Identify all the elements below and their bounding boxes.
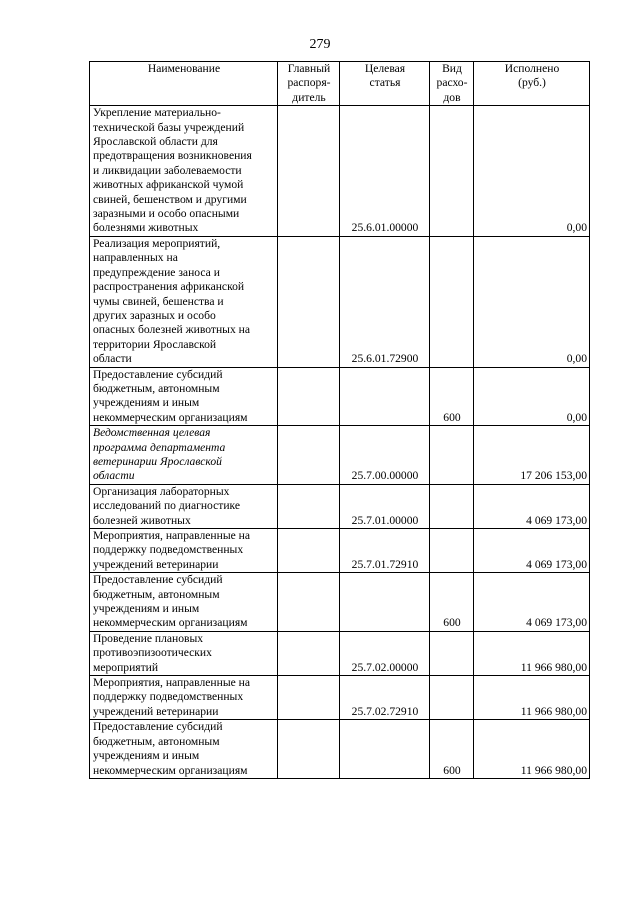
row-expense-type (430, 676, 474, 720)
table-row (90, 236, 590, 367)
row-name (90, 484, 278, 528)
row-name-line: и ликвидации заболеваемости (93, 163, 242, 177)
row-amount: 11 966 980,00 (474, 631, 590, 675)
row-administrator (278, 236, 340, 367)
row-target-article: 25.6.01.72900 (340, 236, 430, 367)
table-body (90, 106, 590, 779)
row-amount: 0,00 (474, 106, 590, 237)
row-name-line: некоммерческим организациям (93, 763, 248, 777)
header-line: статья (369, 76, 401, 90)
header-line: Вид (442, 62, 462, 75)
row-name-line: болезнями животных (93, 221, 199, 235)
row-name-line: области (93, 352, 132, 366)
row-expense-type (430, 106, 474, 237)
table-row (90, 631, 590, 675)
row-amount: 4 069 173,00 (474, 529, 590, 573)
header-line: дов (443, 90, 461, 104)
row-amount: 4 069 173,00 (474, 484, 590, 528)
row-administrator (278, 573, 340, 632)
row-name-line: бюджетным, автономным (93, 734, 220, 748)
row-expense-type (430, 484, 474, 528)
row-name-line: опасных болезней животных на (93, 323, 250, 337)
row-name (90, 720, 278, 779)
table-row (90, 484, 590, 528)
row-name-line: Ведомственная целевая (93, 426, 211, 440)
row-name-line: распространения африканской (93, 280, 245, 294)
row-name-line: Проведение плановых (93, 631, 204, 645)
row-name-line: территории Ярославской (93, 337, 217, 351)
header-name (90, 62, 278, 106)
row-expense-type (430, 236, 474, 367)
row-name-line: болезней животных (93, 513, 191, 527)
row-name-line: Организация лабораторных (93, 484, 230, 498)
row-target-article: 25.7.00.00000 (340, 426, 430, 485)
row-administrator (278, 367, 340, 426)
row-name-line: области (93, 469, 135, 483)
row-name (90, 367, 278, 426)
row-name-line: учреждениям и иным (93, 396, 200, 410)
row-name-line: Укрепление материально- (93, 106, 221, 120)
row-target-article: 25.7.01.72910 (340, 529, 430, 573)
row-target-article (340, 367, 430, 426)
row-name-line: бюджетным, автономным (93, 587, 220, 601)
row-name-line: Предоставление субсидий (93, 367, 223, 381)
header-line: дитель (292, 90, 326, 104)
header-target-article (340, 62, 430, 106)
row-expense-type: 600 (430, 573, 474, 632)
row-name (90, 573, 278, 632)
row-name-line: Мероприятия, направленные на (93, 676, 251, 690)
row-administrator (278, 720, 340, 779)
header-line: распоря- (287, 76, 331, 90)
table-row (90, 720, 590, 779)
row-name-line: ветеринарии Ярославской (93, 454, 222, 468)
header-line: Наименование (147, 62, 221, 75)
header-line: Главный (287, 62, 331, 75)
row-name-line: Мероприятия, направленные на (93, 529, 251, 542)
row-amount: 11 966 980,00 (474, 676, 590, 720)
row-name-line: учреждениям и иным (93, 602, 200, 616)
row-name-line: направленных на (93, 251, 178, 265)
row-name-line: предотвращения возникновения (93, 149, 252, 163)
row-target-article: 25.6.01.00000 (340, 106, 430, 237)
header-line: Целевая (364, 62, 406, 75)
row-administrator (278, 676, 340, 720)
row-name-line: Предоставление субсидий (93, 573, 223, 587)
row-amount: 0,00 (474, 367, 590, 426)
header-administrator (278, 62, 340, 106)
row-name-line: Предоставление субсидий (93, 720, 223, 734)
row-name (90, 631, 278, 675)
row-name (90, 106, 278, 237)
row-expense-type (430, 426, 474, 485)
row-name-line: некоммерческим организациям (93, 616, 248, 630)
row-name-line: технической базы учреждений (93, 120, 245, 134)
row-administrator (278, 631, 340, 675)
row-name-line: предупреждение заноса и (93, 265, 220, 279)
table-header-row (90, 62, 590, 106)
row-target-article: 25.7.02.72910 (340, 676, 430, 720)
row-name-line: поддержку подведомственных (93, 543, 244, 557)
table-row (90, 367, 590, 426)
row-expense-type (430, 529, 474, 573)
row-name-line: учреждений ветеринарии (93, 704, 219, 718)
row-amount: 11 966 980,00 (474, 720, 590, 779)
row-name-line: бюджетным, автономным (93, 381, 220, 395)
row-administrator (278, 529, 340, 573)
row-name-line: исследований по диагностике (93, 499, 241, 513)
row-name-line: животных африканской чумой (93, 178, 244, 192)
row-administrator (278, 106, 340, 237)
row-name-line: программа департамента (93, 440, 226, 454)
table-row (90, 676, 590, 720)
row-name-line: поддержку подведомственных (93, 690, 244, 704)
header-executed (474, 62, 590, 106)
row-expense-type (430, 631, 474, 675)
page-number: 279 (309, 37, 331, 52)
row-name-line: свиней, бешенством и другими (93, 192, 247, 206)
row-name-line: учреждениям и иным (93, 749, 200, 763)
row-name-line: мероприятий (93, 660, 159, 674)
row-name (90, 236, 278, 367)
row-name-line: заразными и особо опасными (93, 207, 240, 221)
row-target-article: 25.7.01.00000 (340, 484, 430, 528)
header-expense-type (430, 62, 474, 106)
row-name-line: других заразных и особо (93, 308, 216, 322)
row-amount: 17 206 153,00 (474, 426, 590, 485)
row-name-line: чумы свиней, бешенства и (93, 294, 224, 308)
header-line: расхо- (436, 76, 468, 90)
row-name (90, 529, 278, 573)
row-target-article (340, 573, 430, 632)
table-row (90, 426, 590, 485)
row-name (90, 426, 278, 485)
row-name-line: некоммерческим организациям (93, 410, 248, 424)
row-name (90, 676, 278, 720)
table-row (90, 106, 590, 237)
row-target-article (340, 720, 430, 779)
row-administrator (278, 426, 340, 485)
row-expense-type: 600 (430, 720, 474, 779)
header-line: (руб.) (518, 76, 546, 90)
budget-table (89, 61, 590, 779)
row-expense-type: 600 (430, 367, 474, 426)
row-administrator (278, 484, 340, 528)
row-name-line: Реализация мероприятий, (93, 236, 221, 250)
table-row (90, 529, 590, 573)
row-name-line: учреждений ветеринарии (93, 557, 219, 571)
header-line: Исполнено (504, 62, 560, 75)
row-name-line: Ярославской области для (93, 135, 218, 149)
row-amount: 4 069 173,00 (474, 573, 590, 632)
row-target-article: 25.7.02.00000 (340, 631, 430, 675)
row-amount: 0,00 (474, 236, 590, 367)
table-row (90, 573, 590, 632)
row-name-line: противоэпизоотических (93, 646, 212, 660)
